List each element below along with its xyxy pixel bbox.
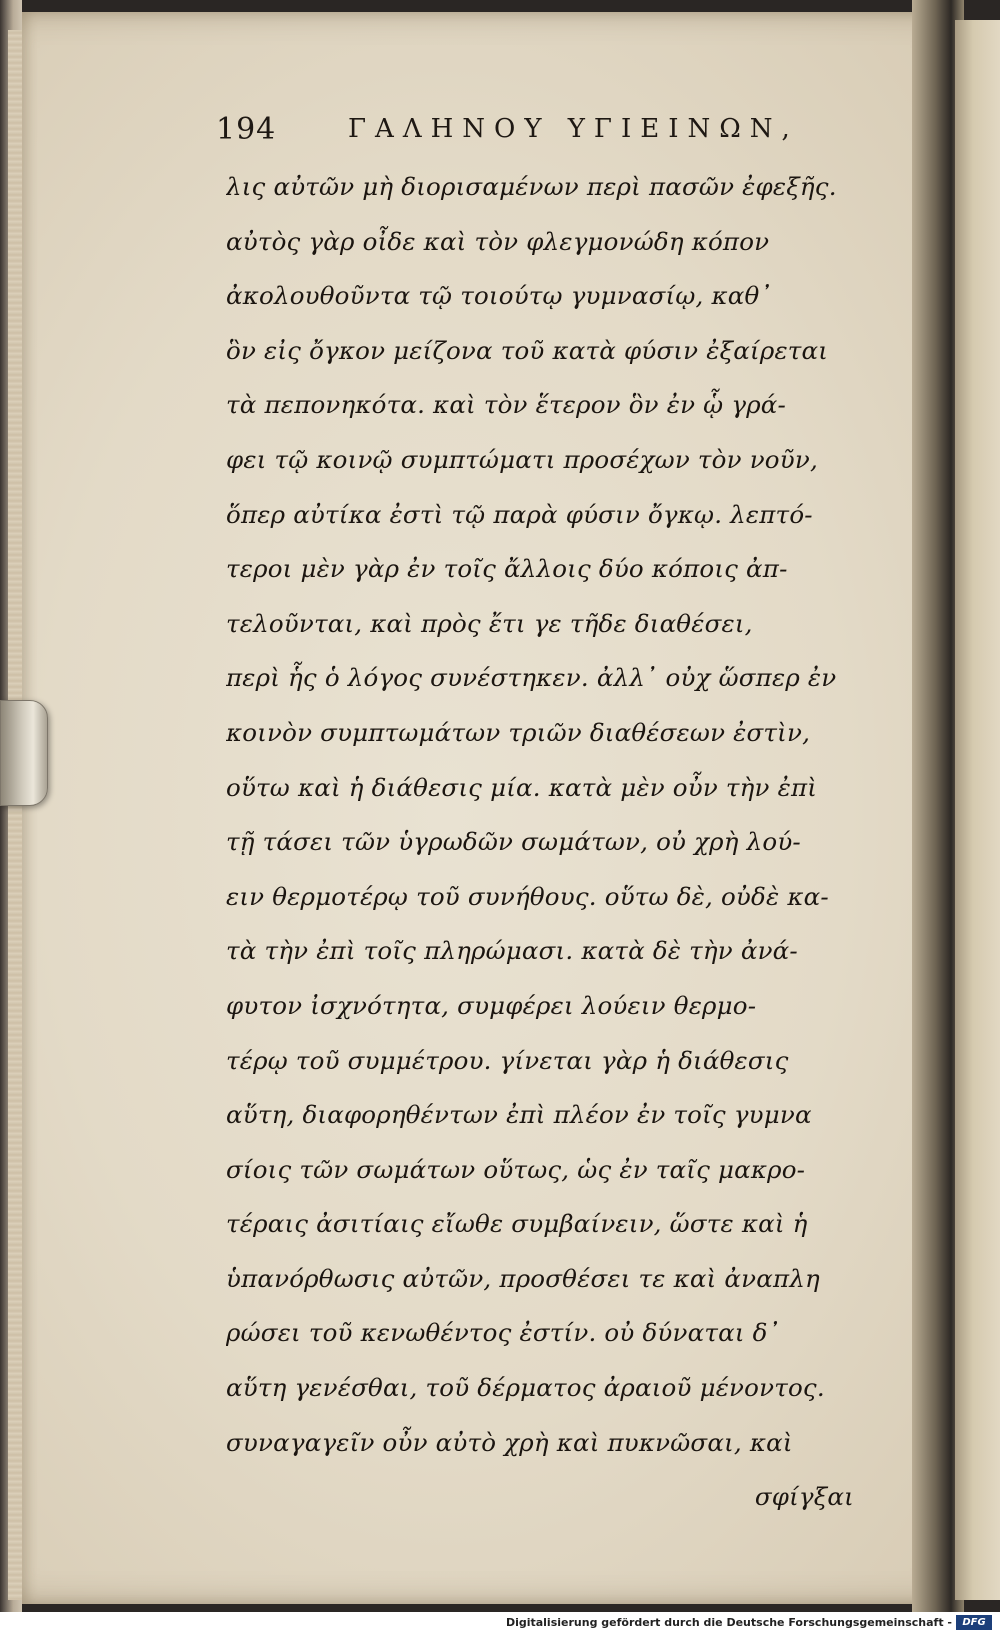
- text-line: ὃν εἰς ὄγκον μείζονα τοῦ κατὰ φύσιν ἐξαίρεται: [226, 335, 829, 365]
- catchword: σφίγξαι: [754, 1482, 854, 1512]
- text-line: αὕτη, διαφορηθέντων ἐπὶ πλέον ἐν τοῖς γυμνα: [226, 1100, 812, 1130]
- text-line: ὅπερ αὐτίκα ἐστὶ τῷ παρὰ φύσιν ὄγκῳ. λεπτό-: [226, 499, 813, 529]
- text-line: ἀκολουθοῦντα τῷ τοιούτῳ γυμνασίῳ, καθ᾽: [226, 281, 772, 311]
- text-line: φυτον ἰσχνότητα, συμφέρει λούειν θερμο-: [226, 990, 757, 1020]
- text-line: τὰ πεπονηκότα. καὶ τὸν ἕτερον ὃν ἐν ᾧ γρά-: [226, 390, 787, 420]
- text-line: λις αὐτῶν μὴ διορισαμένων περὶ πασῶν ἐφεξῆς.: [226, 172, 837, 201]
- text-line: τὰ τὴν ἐπὶ τοῖς πληρώμασι. κατὰ δὲ τὴν ἀνά-: [226, 936, 798, 966]
- text-line: κοινὸν συμπτωμάτων τριῶν διαθέσεων ἐστὶν,: [226, 717, 811, 747]
- main-text-block: [226, 160, 866, 1525]
- page-header: [216, 112, 816, 148]
- text-line: αὕτη γενέσθαι, τοῦ δέρματος ἀραιοῦ μένοντος.: [226, 1373, 825, 1403]
- text-line: ρώσει τοῦ κενωθέντος ἐστίν. οὐ δύναται δ᾽: [226, 1318, 781, 1348]
- text-line: σίοις τῶν σωμάτων οὕτως, ὡς ἐν ταῖς μακρο-: [226, 1154, 806, 1184]
- dfg-logo: DFG: [956, 1615, 992, 1630]
- text-line: τῇ τάσει τῶν ὑγρωδῶν σωμάτων, οὐ χρὴ λού-: [226, 827, 801, 857]
- facing-page-edge: [955, 20, 1000, 1600]
- text-line: αὐτὸς γὰρ οἶδε καὶ τὸν φλεγμονώδη κόπον: [226, 226, 770, 256]
- text-line: τέρῳ τοῦ συμμέτρου. γίνεται γὰρ ἡ διάθεσις: [226, 1045, 789, 1075]
- running-title: ΓΑΛΗΝΟΥ ΥΓΙΕΙΝΩΝ,: [348, 114, 799, 144]
- text-line: συναγαγεῖν οὖν αὐτὸ χρὴ καὶ πυκνῶσαι, καὶ: [226, 1427, 793, 1457]
- text-line: τεροι μὲν γὰρ ἐν τοῖς ἄλλοις δύο κόποις ἀπ-: [226, 554, 788, 584]
- text-line: φει τῷ κοινῷ συμπτώματι προσέχων τὸν νοῦν,: [226, 444, 818, 474]
- text-line: ειν θερμοτέρῳ τοῦ συνήθους. οὕτω δὲ, οὐδὲ κα-: [226, 881, 829, 911]
- text-line: περὶ ἧς ὁ λόγος συνέστηκεν. ἀλλ᾽ οὐχ ὥσπερ ἐν: [226, 663, 837, 693]
- page-clip: [0, 700, 48, 806]
- digitization-credit: Digitalisierung gefördert durch die Deutsche Forschungsgemeinschaft -: [505, 1616, 952, 1629]
- text-line: ὑπανόρθωσις αὐτῶν, προσθέσει τε καὶ ἀναπλη: [226, 1263, 820, 1293]
- text-line: τέραις ἀσιτίαις εἴωθε συμβαίνειν, ὥστε καὶ ἡ: [226, 1209, 808, 1239]
- text-line: τελοῦνται, καὶ πρὸς ἔτι γε τῆδε διαθέσει,: [226, 608, 753, 638]
- page-number: 194: [216, 112, 277, 147]
- text-line: οὕτω καὶ ἡ διάθεσις μία. κατὰ μὲν οὖν τὴν ἐπὶ: [226, 772, 818, 802]
